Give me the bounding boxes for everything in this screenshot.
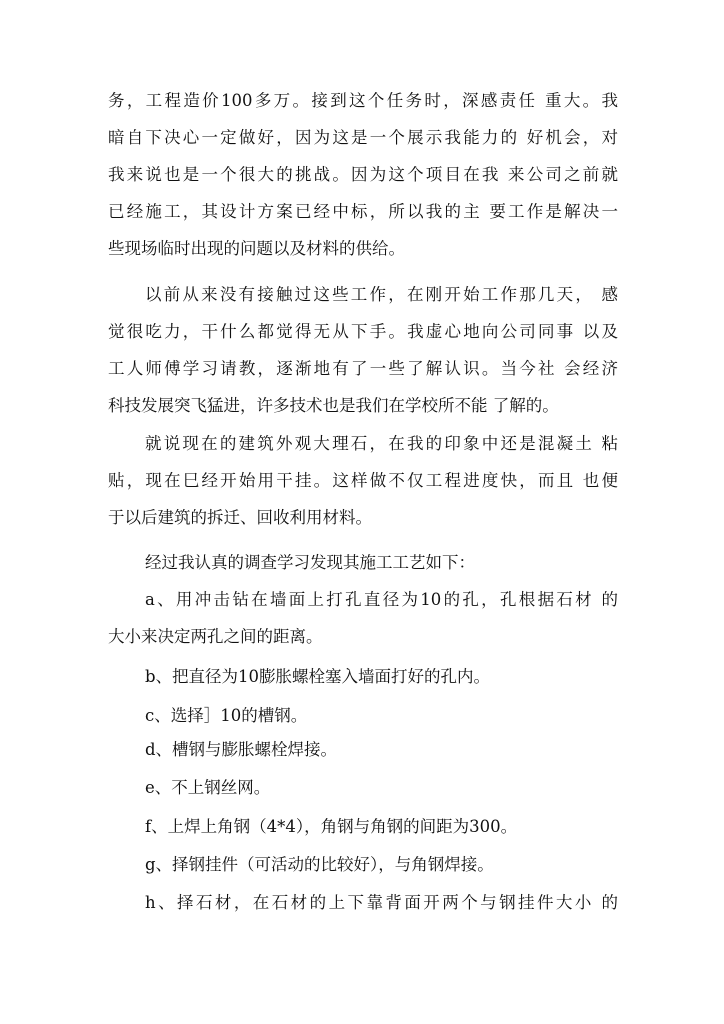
paragraph-3-line-3: 于以后建筑的拆迁、回收利用材料。 [108, 508, 372, 527]
step-a-line-2: 大小来决定两孔之间的距离。 [108, 627, 323, 646]
paragraph-2-line-2: 觉很吃力，干什么都觉得无从下手。我虚心地向公司同事 以及 [108, 322, 618, 341]
step-f: f、上焊上角钢（4*4），角钢与角钢的间距为300。 [145, 817, 518, 836]
step-a-line-1: a、用冲击钻在墙面上打孔直径为10的孔，孔根据石材 的 [145, 590, 618, 609]
step-g: g、择钢挂件（可活动的比较好），与角钢焊接。 [145, 855, 494, 874]
step-d: d、槽钢与膨胀螺栓焊接。 [145, 740, 338, 759]
paragraph-2-line-3: 工人师傅学习请教，逐渐地有了一些了解认识。当今社 会经济 [108, 359, 618, 378]
paragraph-1-line-5: 些现场临时出现的问题以及材料的供给。 [108, 239, 405, 258]
paragraph-1-line-4: 已经施工，其设计方案已经中标，所以我的主 要工作是解决一 [108, 202, 618, 221]
paragraph-1-line-1: 务，工程造价100多万。接到这个任务时，深感责任 重大。我 [108, 91, 618, 110]
step-h-line-1: h、择石材，在石材的上下靠背面开两个与钢挂件大小 的 [145, 893, 618, 912]
paragraph-2-line-4: 科技发展突飞猛进，许多技术也是我们在学校所不能 了解的。 [108, 396, 559, 415]
paragraph-1-line-2: 暗自下决心一定做好，因为这是一个展示我能力的 好机会，对 [108, 128, 618, 147]
step-b: b、把直径为10膨胀螺栓塞入墙面打好的孔内。 [145, 667, 491, 686]
paragraph-3-line-1: 就说现在的建筑外观大理石，在我的印象中还是混凝土 粘 [145, 434, 618, 453]
paragraph-2-line-1: 以前从来没有接触过这些工作，在刚开始工作那几天， 感 [145, 285, 618, 304]
step-e: e、不上钢丝网。 [145, 778, 271, 797]
paragraph-3-line-2: 贴，现在巳经开始用干挂。这样做不仅工程进度快，而且 也便 [108, 471, 618, 490]
paragraph-1-line-3: 我来说也是一个很大的挑战。因为这个项目在我 来公司之前就 [108, 165, 618, 184]
process-intro: 经过我认真的调查学习发现其施工工艺如下： [145, 553, 475, 572]
step-c: c、选择］10的槽钢。 [145, 706, 308, 725]
